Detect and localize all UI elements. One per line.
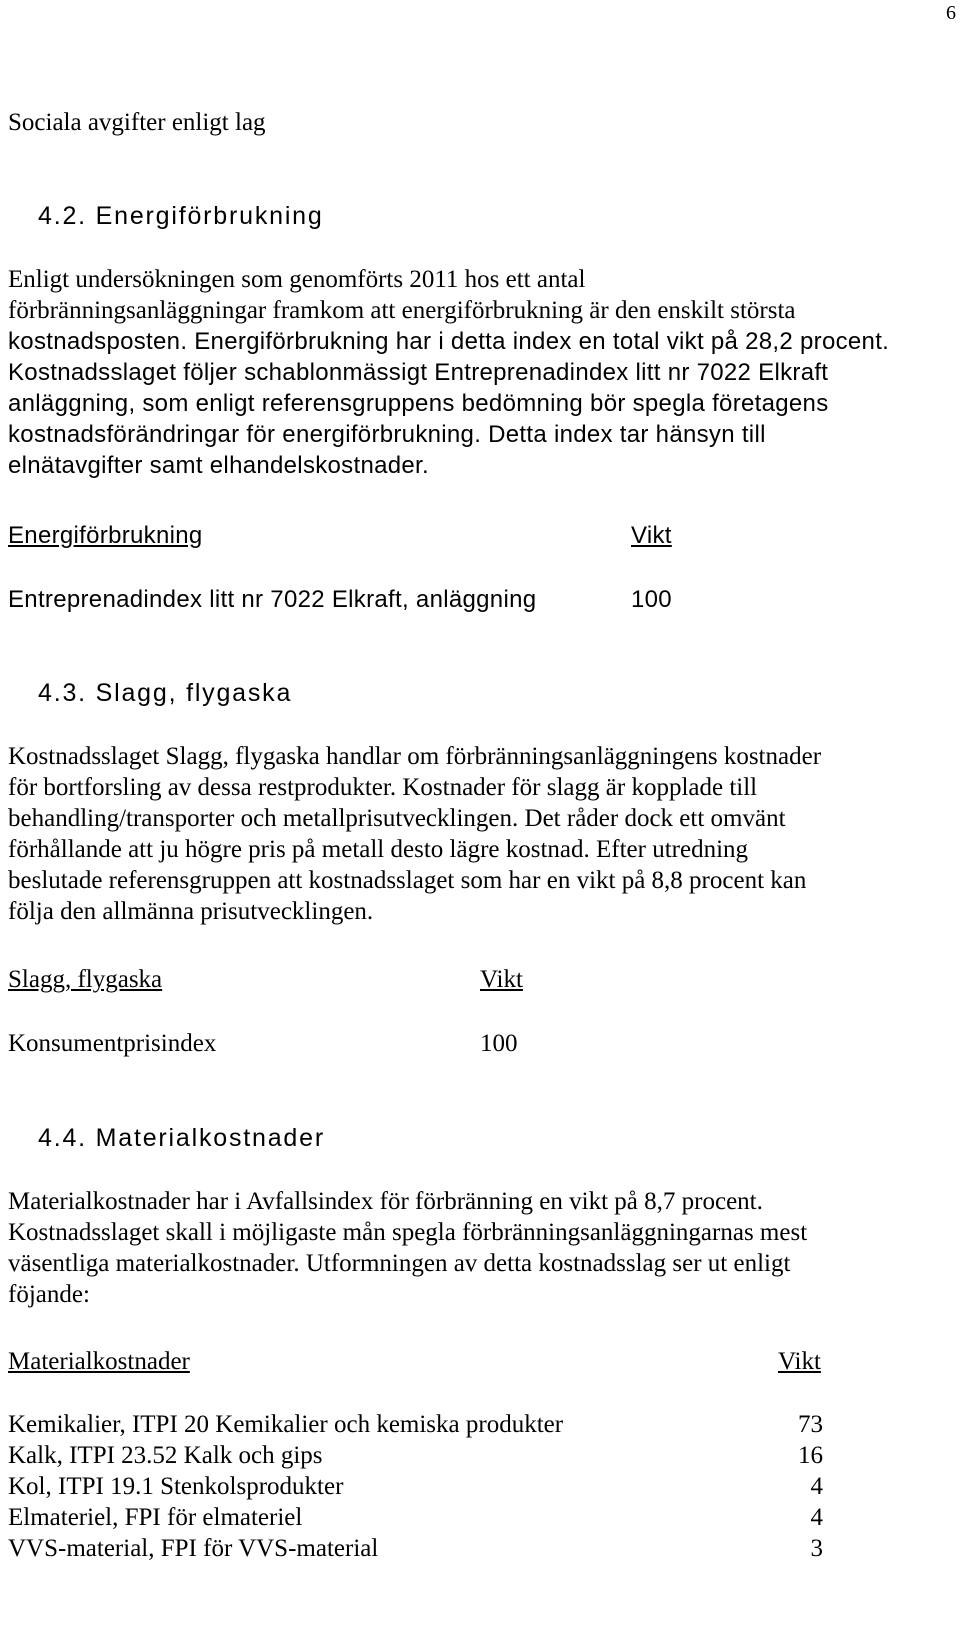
- paragraph-line: för bortforsling av dessa restprodukter. Kostnader för slagg är kopplade till: [8, 774, 758, 801]
- paragraph-line: beslutade referensgruppen att kostnadsslaget som har en vikt på 8,8 procent kan: [8, 867, 807, 894]
- row-label: Entreprenadindex litt nr 7022 Elkraft, anläggning: [8, 586, 537, 613]
- paragraph-line: förbränningsanläggningar framkom att energiförbrukning är den enskilt största: [8, 297, 796, 324]
- energy-column-header: Energiförbrukning: [8, 522, 203, 549]
- row-weight: 3: [810, 1535, 823, 1562]
- row-label: VVS-material, FPI för VVS-material: [8, 1535, 379, 1562]
- materials-column-header: Materialkostnader: [8, 1348, 190, 1375]
- row-weight: 4: [810, 1504, 823, 1531]
- row-weight: 100: [480, 1030, 518, 1057]
- paragraph-line: Kostnadsslaget följer schablonmässigt Entreprenadindex litt nr 7022 Elkraft: [8, 359, 829, 386]
- table-row: [8, 1440, 823, 1471]
- energy-paragraph: [8, 264, 948, 481]
- row-label: Elmateriel, FPI för elmateriel: [8, 1504, 303, 1531]
- paragraph-line: föjande:: [8, 1281, 90, 1308]
- intro-line: Sociala avgifter enligt lag: [8, 109, 266, 136]
- paragraph-line: behandling/transporter och metallprisutvecklingen. Det råder dock ett omvänt: [8, 805, 786, 832]
- paragraph-line: Materialkostnader har i Avfallsindex för förbränning en vikt på 8,7 procent.: [8, 1188, 763, 1215]
- paragraph-line: Kostnadsslaget skall i möjligaste mån spegla förbränningsanläggningarnas mest: [8, 1219, 808, 1246]
- slag-paragraph: [8, 741, 948, 927]
- page-number: 6: [946, 2, 956, 24]
- table-row: [8, 1502, 823, 1533]
- row-label: Kemikalier, ITPI 20 Kemikalier och kemiska produkter: [8, 1411, 564, 1438]
- table-row: [8, 1533, 823, 1564]
- row-weight: 100: [631, 586, 672, 613]
- paragraph-line: kostnadsposten. Energiförbrukning har i detta index en total vikt på 28,2 procent.: [8, 328, 890, 355]
- section-heading-materials: 4.4. Materialkostnader: [38, 1124, 325, 1152]
- paragraph-line: Enligt undersökningen som genomförts 2011 hos ett antal: [8, 266, 586, 293]
- materials-weight-header: Vikt: [778, 1348, 821, 1375]
- row-label: Kol, ITPI 19.1 Stenkolsprodukter: [8, 1473, 344, 1500]
- table-row: [8, 1409, 823, 1440]
- row-weight: 16: [798, 1442, 823, 1469]
- paragraph-line: väsentliga materialkostnader. Utformningen av detta kostnadsslag ser ut enligt: [8, 1250, 791, 1277]
- row-weight: 73: [798, 1411, 823, 1438]
- section-heading-energy: 4.2. Energiförbrukning: [38, 202, 324, 230]
- energy-weight-header: Vikt: [631, 522, 672, 549]
- table-row: [8, 1471, 823, 1502]
- paragraph-line: Kostnadsslaget Slagg, flygaska handlar om förbränningsanläggningens kostnader: [8, 743, 822, 770]
- row-label: Konsumentprisindex: [8, 1030, 217, 1057]
- row-weight: 4: [810, 1473, 823, 1500]
- paragraph-line: kostnadsförändringar för energiförbrukning. Detta index tar hänsyn till: [8, 421, 766, 448]
- paragraph-line: följa den allmänna prisutvecklingen.: [8, 898, 374, 925]
- slag-column-header: Slagg, flygaska: [8, 966, 163, 993]
- slag-weight-header: Vikt: [480, 966, 523, 993]
- paragraph-line: förhållande att ju högre pris på metall desto lägre kostnad. Efter utredning: [8, 836, 749, 863]
- materials-paragraph: [8, 1186, 948, 1310]
- row-label: Kalk, ITPI 23.52 Kalk och gips: [8, 1442, 323, 1469]
- paragraph-line: elnätavgifter samt elhandelskostnader.: [8, 452, 429, 479]
- paragraph-line: anläggning, som enligt referensgruppens bedömning bör spegla företagens: [8, 390, 829, 417]
- section-heading-slag: 4.3. Slagg, flygaska: [38, 679, 293, 707]
